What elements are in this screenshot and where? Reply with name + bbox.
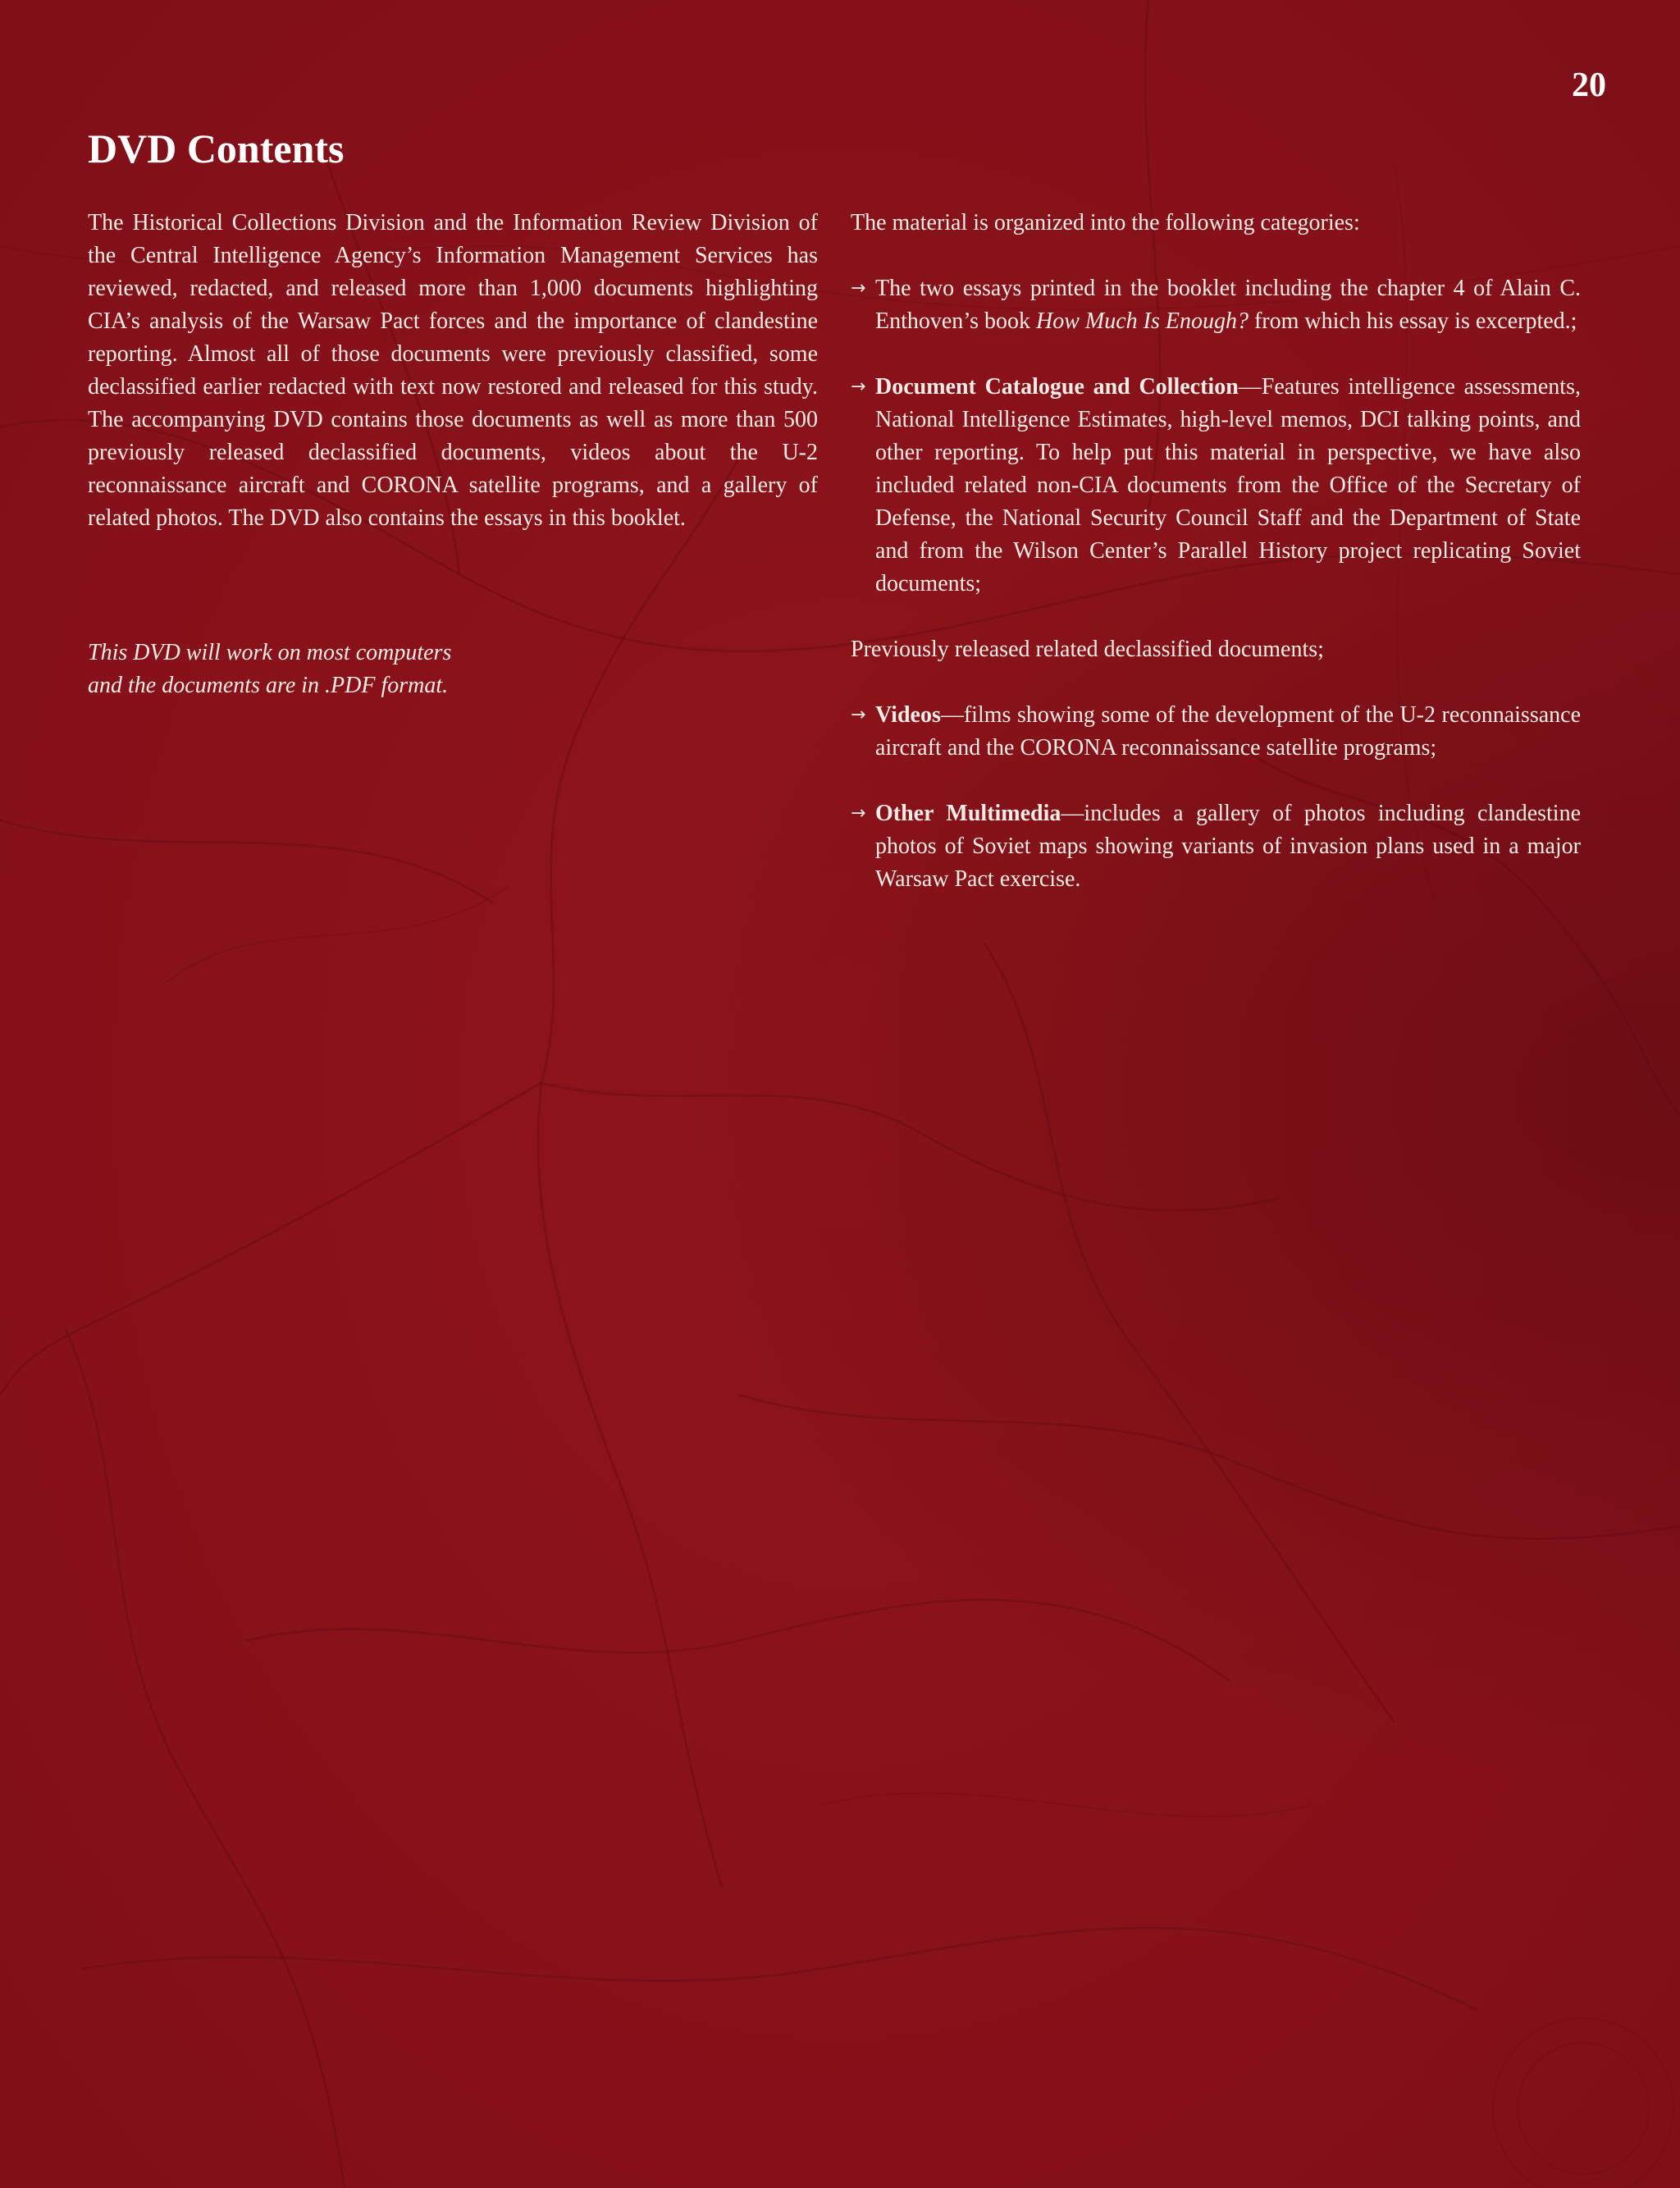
- arrow-icon: →: [851, 278, 866, 299]
- arrow-icon: →: [851, 803, 866, 824]
- list-item-other-multimedia: [851, 797, 1581, 896]
- note-line-1: This DVD will work on most computers: [88, 640, 452, 665]
- dvd-compatibility-note: [88, 637, 547, 702]
- categories-lead: The material is organized into the following categories:: [851, 210, 1360, 235]
- page-title: DVD Contents: [88, 126, 345, 171]
- document-catalogue-text: —Features intelligence assessments, National Intelligence Estimates, high-level memos, DCI talking points, and other reporting. To help put this material in perspective, we have also included related non-CIA documents from the Office of the Secretary of Defense, the National Security Council Staff and the Department of State and from the Wilson Center’s Parallel History project replicating Soviet documents;: [875, 374, 1581, 596]
- list-item-text: [875, 699, 1581, 765]
- right-column: [851, 207, 1581, 929]
- intro-paragraph: The Historical Collections Division and the Information Review Division of the Central Intelligence Agency’s Information Management Services has reviewed, redacted, and released more than 1,000 documents highlighting CIA’s analysis of the Warsaw Pact forces and the importance of clandestine reporting. Almost all of those documents were previously classified, some declassified earlier redacted with text now restored and released for this study. The accompanying DVD contains those documents as well as more than 500 previously released declassified documents, videos about the U-2 reconnaissance aircraft and CORONA satellite programs, and a gallery of related photos. The DVD also contains the essays in this booklet.: [88, 210, 818, 531]
- videos-term: Videos: [875, 702, 941, 728]
- videos-text: —films showing some of the development of the U-2 reconnaissance aircraft and the CORONA reconnaissance satellite programs;: [875, 702, 1581, 761]
- book-title: How Much Is Enough?: [1036, 308, 1249, 334]
- other-multimedia-term: Other Multimedia: [875, 801, 1061, 826]
- list-item-essays: [851, 272, 1581, 338]
- document-catalogue-term: Document Catalogue and Collection: [875, 374, 1239, 400]
- essays-text-a: The two essays printed in the booklet including the chapter 4 of Alain C. Enthoven’s book: [875, 276, 1581, 334]
- list-item-text: [875, 797, 1581, 896]
- other-multimedia-text: —includes a gallery of photos including clandestine photos of Soviet maps showing variants of invasion plans used in a major Warsaw Pact exercise.: [875, 801, 1582, 892]
- list-item-document-catalogue: [851, 371, 1581, 601]
- list-item-text: [875, 371, 1581, 601]
- left-column: [88, 207, 818, 702]
- arrow-icon: →: [851, 377, 866, 397]
- essays-text-b: from which his essay is excerpted.;: [1248, 308, 1577, 334]
- previously-released-line: Previously released related declassified documents;: [851, 637, 1324, 662]
- list-item-text: [875, 272, 1581, 338]
- list-item-videos: [851, 699, 1581, 765]
- page-number: 20: [1572, 66, 1606, 104]
- arrow-icon: →: [851, 705, 866, 725]
- note-line-2: and the documents are in .PDF format.: [88, 673, 449, 698]
